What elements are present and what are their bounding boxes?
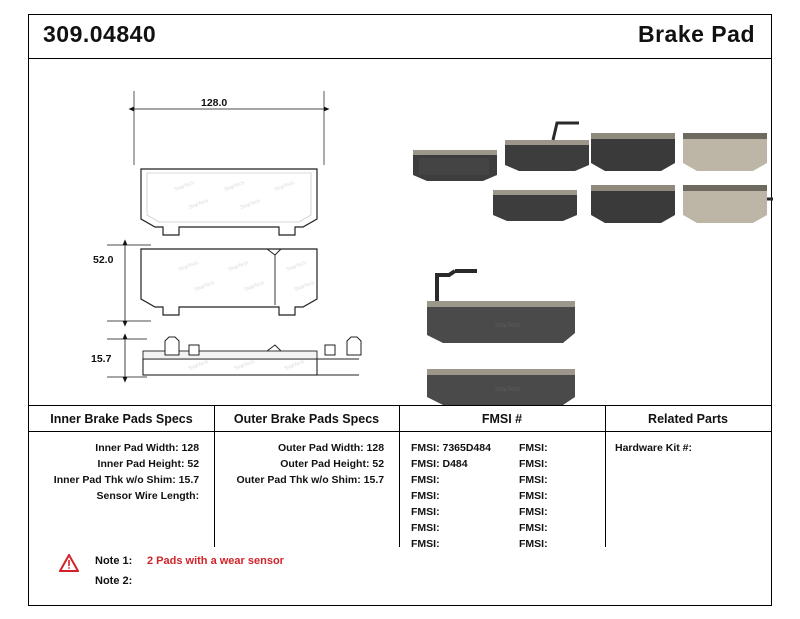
dimension-height-label: 52.0	[93, 254, 114, 266]
inner-spec-label-1: Inner Pad Height:	[97, 458, 185, 470]
pad-photo-group-left	[413, 123, 589, 221]
list-item	[214, 440, 399, 456]
outer-spec-value-0: 128	[366, 442, 385, 454]
list-item	[411, 504, 605, 520]
outer-spec-label-0: Outer Pad Width:	[277, 442, 364, 454]
fmsi-left-3: FMSI:	[411, 490, 440, 502]
fmsi-left-6: FMSI:	[411, 538, 440, 550]
list-item	[29, 440, 214, 456]
svg-text:StopTech: StopTech	[177, 260, 200, 273]
list-item	[29, 456, 214, 472]
list-item	[615, 440, 771, 456]
outer-specs-list	[214, 432, 399, 488]
technical-drawing	[29, 59, 773, 405]
inner-spec-label-0: Inner Pad Width:	[95, 442, 179, 454]
outer-spec-value-2: 15.7	[363, 474, 385, 486]
svg-text:StopTech: StopTech	[293, 280, 316, 293]
list-item	[214, 472, 399, 488]
svg-text:StopTech: StopTech	[239, 198, 262, 211]
inner-spec-value-1: 52	[187, 458, 200, 470]
fmsi-left-2: FMSI:	[411, 474, 440, 486]
fmsi-left-0: FMSI: 7365D484	[411, 442, 491, 454]
fmsi-list	[399, 432, 605, 552]
note2-label: Note 2:	[95, 575, 133, 587]
pad-photo-sensor	[427, 271, 575, 405]
svg-text:StopTech: StopTech	[227, 260, 250, 273]
svg-text:StopTech: StopTech	[495, 323, 521, 329]
related-part-label-0: Hardware Kit #:	[615, 442, 693, 454]
outer-spec-value-1: 52	[372, 458, 385, 470]
svg-text:StopTech: StopTech	[273, 180, 296, 193]
list-item	[411, 520, 605, 536]
specs-table-header	[29, 406, 771, 432]
pad-front-view	[134, 91, 324, 235]
list-item	[411, 472, 605, 488]
fmsi-right-3: FMSI:	[519, 490, 548, 502]
svg-text:StopTech: StopTech	[243, 280, 266, 293]
column-header-outer: Outer Brake Pads Specs	[233, 412, 380, 426]
table-divider-3	[605, 406, 606, 547]
fmsi-left-1: FMSI: D484	[411, 458, 468, 470]
pad-side-view	[107, 245, 317, 321]
outer-spec-label-1: Outer Pad Height:	[280, 458, 370, 470]
related-parts-list	[605, 432, 771, 456]
fmsi-right-6: FMSI:	[519, 538, 548, 550]
svg-text:StopTech: StopTech	[187, 198, 210, 211]
fmsi-left-4: FMSI:	[411, 506, 440, 518]
dimension-width-label: 128.0	[201, 97, 228, 109]
page-title: Brake Pad	[637, 21, 755, 47]
outer-spec-label-2: Outer Pad Thk w/o Shim:	[236, 474, 361, 486]
note1-label: Note 1:	[95, 555, 133, 567]
inner-specs-list	[29, 432, 214, 504]
svg-text:StopTech: StopTech	[173, 180, 196, 193]
svg-text:StopTech: StopTech	[233, 359, 256, 372]
pad-photo-group-right	[591, 133, 773, 223]
list-item	[29, 488, 214, 504]
inner-spec-label-3: Sensor Wire Length:	[96, 490, 200, 502]
list-item	[214, 456, 399, 472]
svg-text:StopTech: StopTech	[193, 280, 216, 293]
note1-value: 2 Pads with a wear sensor	[147, 555, 284, 567]
list-item	[411, 488, 605, 504]
list-item	[411, 456, 605, 472]
fmsi-right-1: FMSI:	[519, 458, 548, 470]
column-header-inner: Inner Brake Pads Specs	[50, 412, 193, 426]
inner-spec-value-2: 15.7	[178, 474, 200, 486]
drawing-area	[29, 59, 771, 405]
column-header-related: Related Parts	[648, 412, 728, 426]
part-number: 309.04840	[43, 21, 157, 47]
notes-section	[29, 546, 771, 606]
svg-text:StopTech: StopTech	[223, 180, 246, 193]
svg-text:StopTech: StopTech	[285, 260, 308, 273]
fmsi-right-4: FMSI:	[519, 506, 548, 518]
inner-spec-label-2: Inner Pad Thk w/o Shim:	[53, 474, 176, 486]
spec-sheet	[28, 14, 772, 606]
sheet-header	[29, 15, 771, 59]
dimension-thickness-label: 15.7	[91, 353, 112, 365]
fmsi-left-5: FMSI:	[411, 522, 440, 534]
list-item	[29, 472, 214, 488]
specs-table	[29, 405, 771, 550]
svg-text:StopTech: StopTech	[495, 387, 521, 393]
fmsi-right-5: FMSI:	[519, 522, 548, 534]
pad-thickness-view	[107, 337, 361, 377]
inner-spec-value-0: 128	[181, 442, 200, 454]
fmsi-right-0: FMSI:	[519, 442, 548, 454]
warning-icon	[59, 554, 79, 572]
svg-text:StopTech: StopTech	[283, 359, 306, 372]
list-item	[411, 440, 605, 456]
svg-text:StopTech: StopTech	[187, 359, 210, 372]
fmsi-right-2: FMSI:	[519, 474, 548, 486]
column-header-fmsi: FMSI #	[481, 412, 523, 426]
